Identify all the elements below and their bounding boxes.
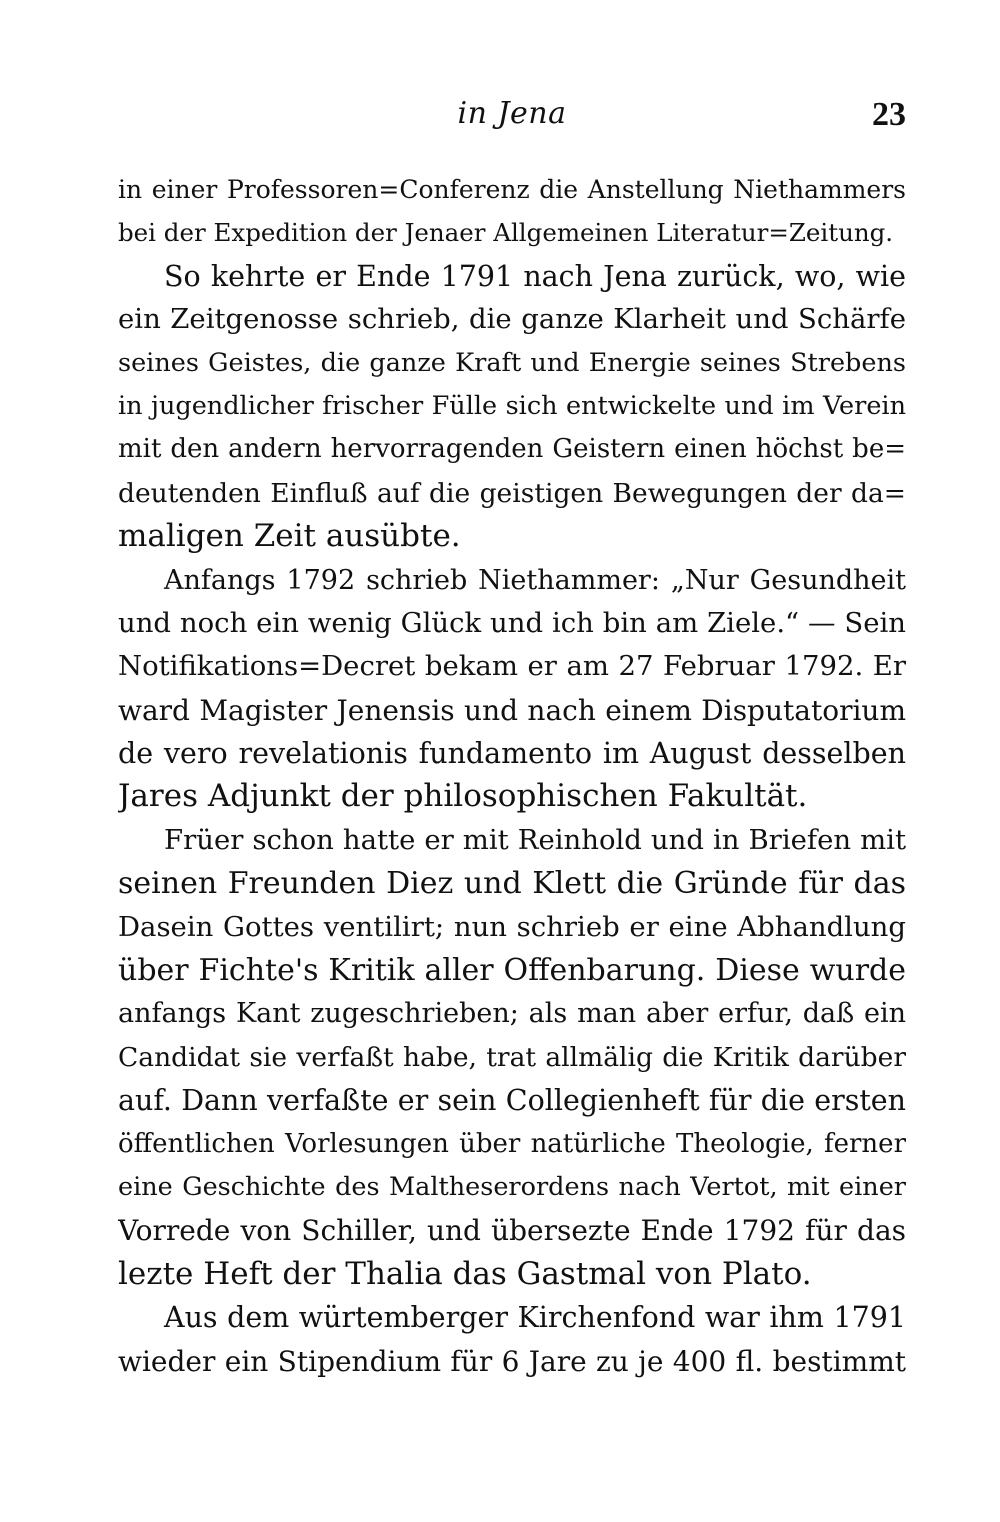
text-line: So kehrte er Ende 1791 nach Jena zurück, wo, wie bbox=[164, 259, 906, 293]
text-line: bei der Expedition der Jenaer Allgemeinen Literatur=Zeitung. bbox=[118, 218, 894, 248]
text-line: maligen Zeit ausübte. bbox=[118, 518, 461, 555]
text-line: auf. Dann verfaßte er sein Collegienheft für die ersten bbox=[118, 1084, 906, 1118]
text-line: seines Geistes, die ganze Kraft und Energie seines Strebens bbox=[118, 347, 906, 378]
text-line: in einer Professoren=Conferenz die Anstellung Niethammers bbox=[118, 175, 906, 204]
text-line: mit den andern hervorragenden Geistern einen höchst be= bbox=[118, 434, 906, 465]
text-line: eine Geschichte des Maltheserordens nach Vertot, mit einer bbox=[118, 1171, 906, 1202]
body-text bbox=[118, 168, 906, 1383]
text-line: anfangs Kant zugeschrieben; als man aber erfur, daß ein bbox=[118, 998, 906, 1030]
running-head bbox=[118, 96, 906, 146]
text-line: und noch ein wenig Glück und ich bin am Ziele.“ — Sein bbox=[118, 606, 906, 639]
text-line: Jares Adjunkt der philosophischen Fakultät. bbox=[118, 778, 808, 815]
text-line: lezte Heft der Thalia das Gastmal von Plato. bbox=[118, 1255, 812, 1292]
running-title: in Jena bbox=[457, 96, 567, 131]
text-line: öffentlichen Vorlesungen über natürliche Theologie, ferner bbox=[118, 1128, 906, 1159]
text-line: über Fichte's Kritik aller Offenbarung. Diese wurde bbox=[118, 953, 906, 989]
text-line: seinen Freunden Diez und Klett die Gründe für das bbox=[118, 866, 906, 902]
text-line: Dasein Gottes ventilirt; nun schrieb er eine Abhandlung bbox=[118, 910, 906, 943]
text-line: in jugendlicher frischer Fülle sich entwickelte und im Verein bbox=[118, 390, 906, 421]
text-line: deutenden Einfluß auf die geistigen Bewegungen der da= bbox=[118, 477, 906, 509]
text-line: Anfangs 1792 schrieb Niethammer: „Nur Gesundheit bbox=[164, 564, 906, 596]
text-line: ward Magister Jenensis und nach einem Disputatorium bbox=[118, 693, 906, 727]
text-line: Candidat sie verfaßt habe, trat allmälig die Kritik darüber bbox=[118, 1041, 906, 1073]
text-line: Vorrede von Schiller, und übersezte Ende 1792 für das bbox=[118, 1214, 906, 1248]
text-line: ein Zeitgenosse schrieb, die ganze Klarheit und Schärfe bbox=[118, 303, 906, 336]
text-line: Früer schon hatte er mit Reinhold und in Briefen mit bbox=[164, 823, 906, 856]
text-line: de vero revelationis fundamento im August desselben bbox=[118, 737, 906, 771]
text-line: Aus dem würtemberger Kirchenfond war ihm 1791 bbox=[164, 1301, 906, 1335]
text-line: Notifikations=Decret bekam er am 27 Februar 1792. Er bbox=[118, 650, 906, 683]
text-line: wieder ein Stipendium für 6 Jare zu je 400 fl. bestimmt bbox=[118, 1344, 906, 1378]
page-number: 23 bbox=[872, 96, 906, 133]
